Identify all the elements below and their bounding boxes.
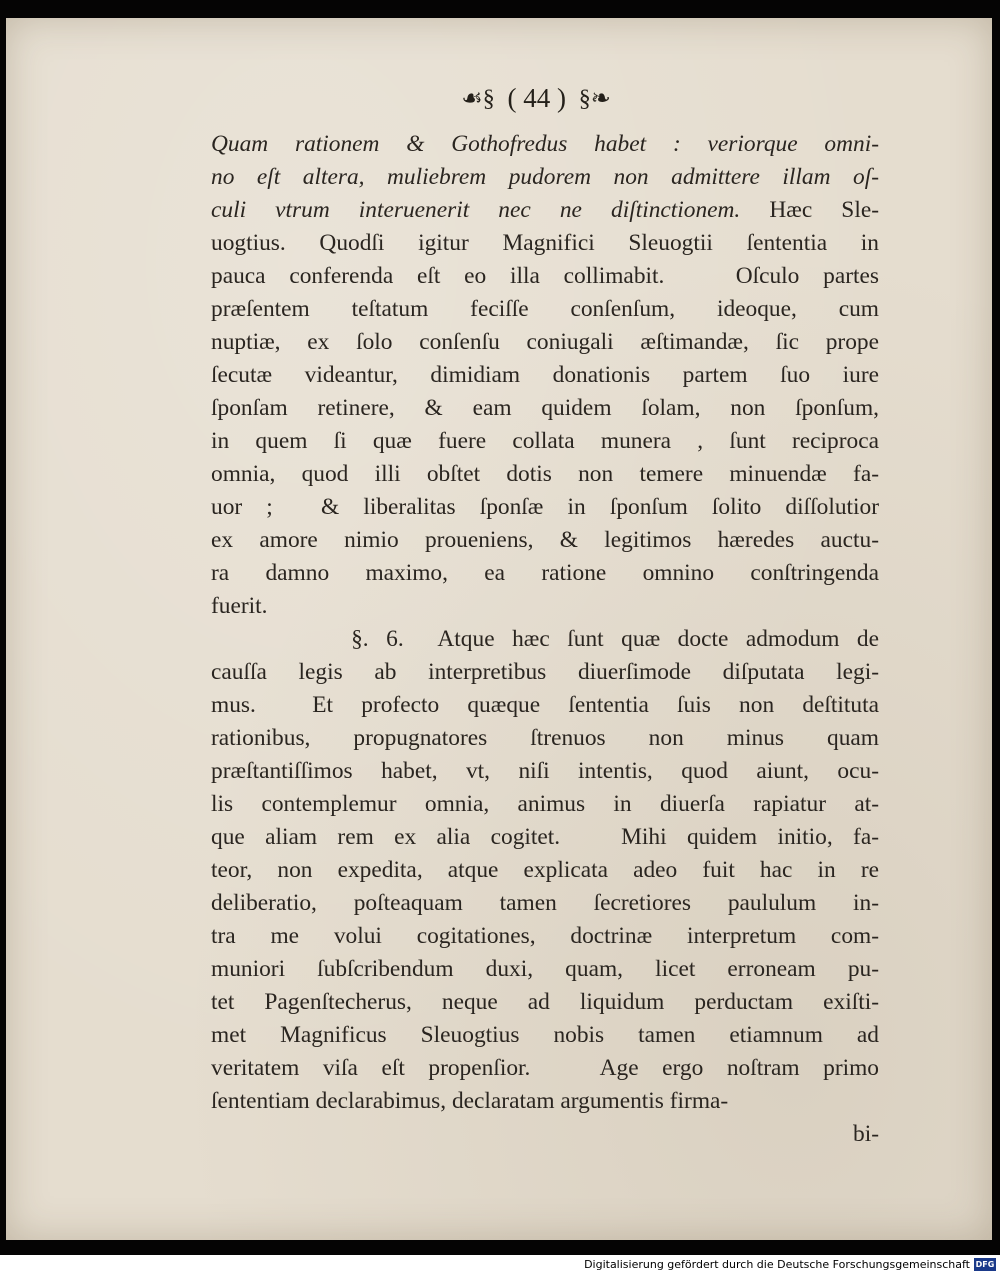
text-line (211, 425, 879, 458)
line-text: §. 6. Atque hæc ſunt quæ docte admodum de (211, 626, 879, 652)
line-text: mus. Et profecto quæque ſententia ſuis non deſtituta (211, 692, 879, 718)
text-line (211, 227, 879, 260)
page-number: ( 44 ) (507, 83, 566, 113)
line-text: Hæc Sle- (740, 197, 879, 223)
text-line (211, 1019, 879, 1052)
text-line (211, 1118, 879, 1151)
line-text: deliberatio, poſteaquam tamen ſecretiores paululum in- (211, 890, 879, 916)
line-text: rationibus, propugnatores ſtrenuos non minus quam (211, 725, 879, 751)
book-page (6, 18, 992, 1240)
text-line (211, 524, 879, 557)
page-header (436, 83, 636, 123)
line-text: teor, non expedita, atque explicata adeo fuit hac in re (211, 857, 879, 883)
text-line (211, 128, 879, 161)
line-text: tra me volui cogitationes, doctrinæ interpretum com- (211, 923, 879, 949)
text-line (211, 986, 879, 1019)
text-line (211, 161, 879, 194)
line-text: ſecutæ videantur, dimidiam donationis partem ſuo iure (211, 362, 879, 388)
text-line (211, 1052, 879, 1085)
line-text: præſtantiſſimos habet, vt, niſi intentis, quod aiunt, ocu- (211, 758, 879, 784)
line-text: ex amore nimio proueniens, & legitimos hæredes auctu- (211, 527, 879, 553)
text-line (211, 689, 879, 722)
line-text: met Magnificus Sleuogtius nobis tamen etiamnum ad (211, 1022, 879, 1048)
line-text: bi- (853, 1121, 879, 1147)
text-line (211, 557, 879, 590)
line-text: pauca conferenda eſt eo illa collimabit. Oſculo partes (211, 263, 879, 289)
line-text: uogtius. Quodſi igitur Magnifici Sleuogtii ſententia in (211, 230, 879, 256)
line-text: in quem ſi quæ fuere collata munera , ſunt reciproca (211, 428, 879, 454)
funding-credit: Digitalisierung gefördert durch die Deutsche Forschungsgemeinschaft (584, 1258, 970, 1271)
italic-quote: no eſt altera, muliebrem pudorem non admittere illam oſ- (211, 164, 879, 190)
ornament-left-icon: ☙§ (461, 86, 495, 112)
text-line (211, 392, 879, 425)
line-text: lis contemplemur omnia, animus in diuerſa rapiatur at- (211, 791, 879, 817)
text-line (211, 656, 879, 689)
footer-bar (0, 1255, 1000, 1275)
line-text: ſententiam declarabimus, declaratam argumentis firma- (211, 1088, 729, 1114)
text-line (211, 854, 879, 887)
text-line (211, 920, 879, 953)
text-line (211, 260, 879, 293)
text-line (211, 788, 879, 821)
ornament-right-icon: §❧ (578, 86, 611, 112)
text-line (211, 623, 879, 656)
body-text (211, 128, 879, 1151)
text-line (211, 821, 879, 854)
line-text: veritatem viſa eſt propenſior. Age ergo noſtram primo (211, 1055, 879, 1081)
line-text: uor ; & liberalitas ſponſæ in ſponſum ſolito diſſolutior (211, 494, 879, 520)
text-line (211, 887, 879, 920)
line-text: omnia, quod illi obſtet dotis non temere minuendæ fa- (211, 461, 879, 487)
text-line (211, 458, 879, 491)
line-text: ra damno maximo, ea ratione omnino conſtringenda (211, 560, 879, 586)
text-line (211, 293, 879, 326)
text-line (211, 359, 879, 392)
line-text: cauſſa legis ab interpretibus diuerſimode diſputata legi- (211, 659, 879, 685)
dfg-logo-icon: DFG (975, 1260, 995, 1269)
text-line (211, 755, 879, 788)
text-line (211, 326, 879, 359)
line-text: præſentem teſtatum feciſſe conſenſum, ideoque, cum (211, 296, 879, 322)
italic-quote: culi vtrum interuenerit nec ne diſtinctionem. (211, 197, 741, 223)
line-text: muniori ſubſcribendum duxi, quam, licet erroneam pu- (211, 956, 879, 982)
line-text: fuerit. (211, 593, 268, 619)
text-line (211, 1085, 879, 1118)
line-text: que aliam rem ex alia cogitet. Mihi quidem initio, fa- (211, 824, 879, 850)
text-line (211, 722, 879, 755)
text-line (211, 590, 879, 623)
text-line (211, 194, 879, 227)
italic-quote: Quam rationem & Gothofredus habet : veriorque omni- (211, 131, 879, 157)
line-text: nuptiæ, ex ſolo conſenſu coniugali æſtimandæ, ſic prope (211, 329, 879, 355)
text-line (211, 491, 879, 524)
line-text: ſponſam retinere, & eam quidem ſolam, non ſponſum, (211, 395, 879, 421)
text-line (211, 953, 879, 986)
line-text: tet Pagenſtecherus, neque ad liquidum perductam exiſti- (211, 989, 879, 1015)
